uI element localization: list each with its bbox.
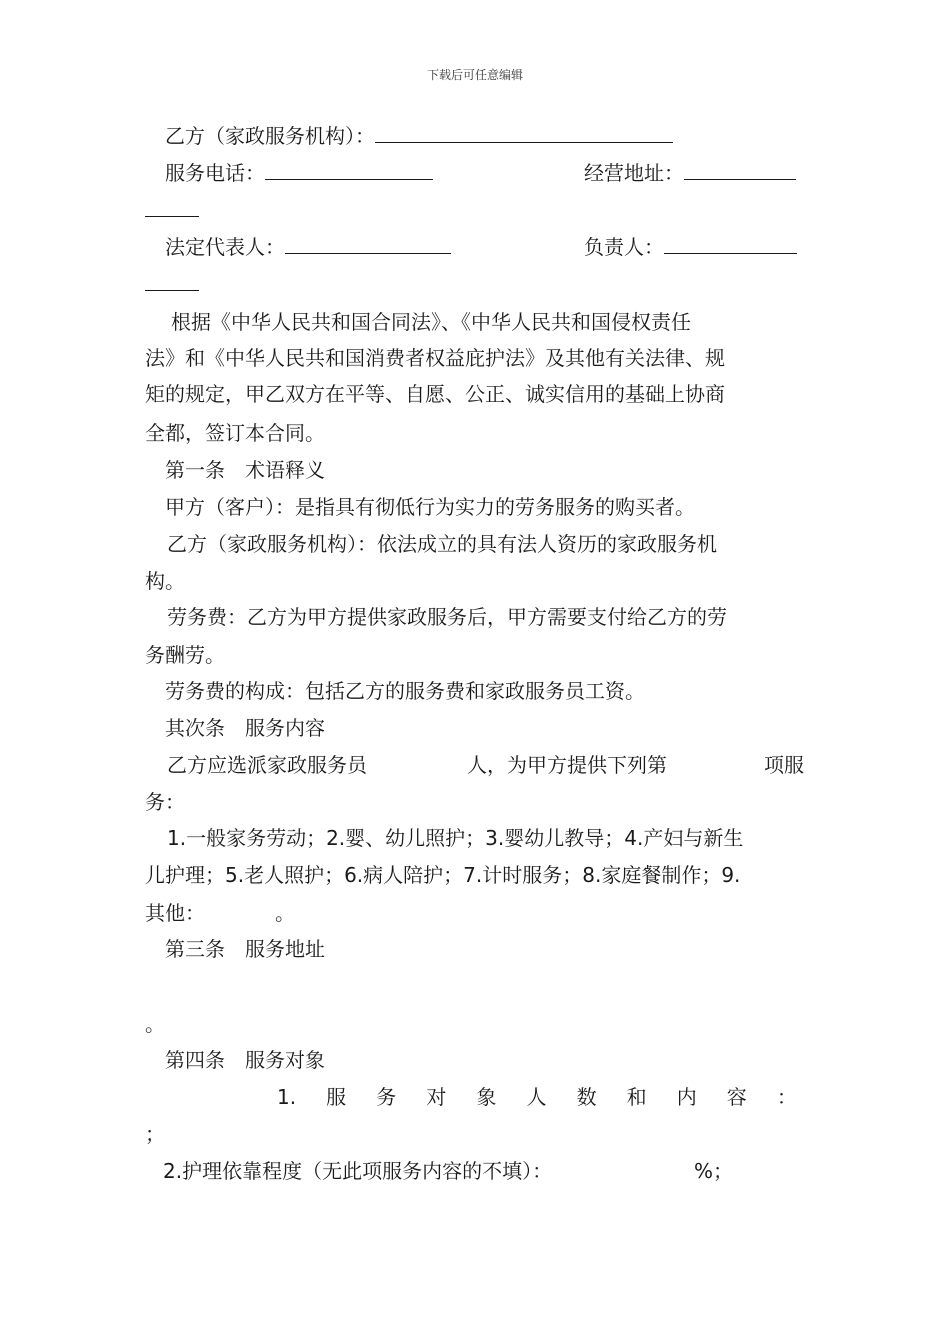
party-b-label: 乙方（家政服务机构）： [165, 124, 375, 148]
article-4-item-1 [277, 1085, 797, 1109]
phone-blank [265, 163, 433, 180]
article-4-item-1-char: 人 [526, 1085, 547, 1109]
article-4-title: 第四条 服务对象 [165, 1048, 325, 1072]
article-4-item-2-percent: %； [694, 1159, 734, 1183]
article-2-services-2: 儿护理；5.老人照护；6.病人陪护；7.计时服务；8.家庭餐制作；9. [145, 863, 741, 887]
preamble-line-3: 矩的规定，甲乙双方在平等、自愿、公正、诚实信用的基础上协商 [145, 382, 725, 406]
article-2-para-1 [167, 753, 367, 777]
article-1-def-c-2: 务酬劳。 [145, 643, 225, 667]
article-4-item-1-end: ； [145, 1122, 165, 1146]
article-2-para-2: 务： [145, 790, 185, 814]
article-4-item-1-char: 容 [726, 1085, 747, 1109]
article-2-services-1: 1.一般家务劳动；2.婴、幼儿照护；3.婴幼儿教导；4.产妇与新生 [167, 826, 744, 850]
article-4-item-2: 2.护理依靠程度（无此项服务内容的不填）： [163, 1159, 553, 1183]
article-2-staff-text: 乙方应选派家政服务员 [167, 753, 367, 777]
article-4-item-1-char: ： [776, 1085, 797, 1109]
article-1-def-d: 劳务费的构成：包括乙方的服务费和家政服务员工资。 [165, 679, 645, 703]
article-2-services-3: 其他： 。 [145, 901, 295, 925]
address-line [584, 161, 796, 185]
article-1-title: 第一条 术语释义 [165, 458, 325, 482]
article-4-item-1-char: 内 [676, 1085, 697, 1109]
party-b-blank [375, 126, 673, 143]
legal-rep-label: 法定代表人： [165, 235, 285, 259]
manager-blank [664, 237, 797, 254]
preamble-line-4: 全都，签订本合同。 [145, 421, 325, 445]
article-4-item-1-char: 对 [426, 1085, 447, 1109]
article-1-def-b-1: 乙方（家政服务机构）：依法成立的具有法人资历的家政服务机 [167, 532, 717, 556]
article-4-item-1-char: 和 [626, 1085, 647, 1109]
preamble-line-2: 法》和《中华人民共和国消费者权益庇护法》及其他有关法律、规 [145, 346, 725, 370]
legal-rep-line [165, 235, 451, 259]
legal-rep-blank [285, 237, 451, 254]
article-1-def-a: 甲方（客户）：是指具有彻低行为实力的劳务服务的购买者。 [165, 495, 695, 519]
manager-line [584, 235, 797, 259]
article-4-item-1-char: 务 [376, 1085, 397, 1109]
article-3-title: 第三条 服务地址 [165, 937, 325, 961]
article-3-end: 。 [145, 1012, 165, 1036]
article-1-def-b-2: 构。 [145, 569, 185, 593]
article-4-item-1-char: 1. [277, 1085, 297, 1109]
address-blank-continued [145, 198, 199, 222]
page-header-note: 下载后可任意编辑 [426, 68, 523, 82]
article-1-def-c-1: 劳务费：乙方为甲方提供家政服务后，甲方需要支付给乙方的劳 [167, 605, 727, 629]
article-4-item-1-char: 服 [326, 1085, 347, 1109]
article-2-title: 其次条 服务内容 [165, 716, 325, 740]
phone-label: 服务电话： [165, 161, 265, 185]
article-2-service-text: 人，为甲方提供下列第 [467, 753, 667, 777]
party-b-line [165, 124, 673, 148]
article-2-item-text: 项服 [764, 753, 804, 777]
phone-line [165, 161, 433, 185]
article-4-item-1-char: 数 [576, 1085, 597, 1109]
preamble-line-1: 根据《中华人民共和国合同法》、《中华人民共和国侵权责任 [171, 310, 691, 334]
article-4-item-1-char: 象 [476, 1085, 497, 1109]
manager-label: 负责人： [584, 235, 664, 259]
address-label: 经营地址： [584, 161, 684, 185]
address-blank [684, 163, 796, 180]
manager-blank-continued [145, 272, 199, 296]
